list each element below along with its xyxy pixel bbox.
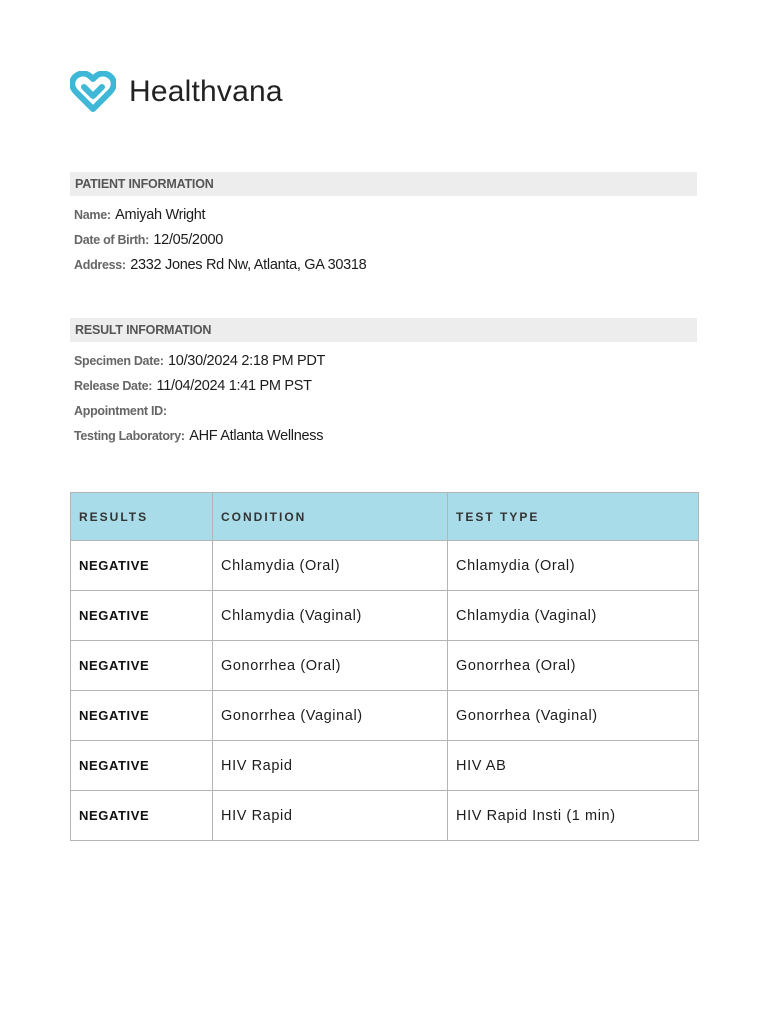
result-cell: NEGATIVE — [71, 741, 213, 791]
result-cell: NEGATIVE — [71, 541, 213, 591]
brand-logo — [70, 70, 283, 114]
testing-laboratory-value: AHF Atlanta Wellness — [189, 428, 324, 444]
table-row — [71, 691, 699, 741]
date-of-birth-field — [74, 231, 223, 249]
specimen-date-field — [74, 352, 325, 370]
testing-laboratory-label: Testing Laboratory: — [74, 429, 185, 443]
patient-information-header: PATIENT INFORMATION — [70, 172, 697, 196]
specimen-date-value: 10/30/2024 2:18 PM PDT — [168, 353, 326, 369]
table-row — [71, 791, 699, 841]
result-cell: NEGATIVE — [71, 791, 213, 841]
heart-logo-icon — [70, 71, 116, 113]
table-row — [71, 641, 699, 691]
patient-name-value: Amiyah Wright — [115, 207, 206, 223]
column-header-condition: CONDITION — [213, 493, 448, 541]
address-value: 2332 Jones Rd Nw, Atlanta, GA 30318 — [130, 257, 367, 273]
test-type-cell: Gonorrhea (Oral) — [448, 641, 699, 691]
result-information-section — [70, 318, 697, 453]
date-of-birth-value: 12/05/2000 — [153, 232, 223, 248]
condition-cell: Gonorrhea (Oral) — [213, 641, 448, 691]
release-date-value: 11/04/2024 1:41 PM PST — [156, 378, 312, 394]
date-of-birth-label: Date of Birth: — [74, 233, 149, 247]
patient-information-section — [70, 172, 697, 282]
table-row — [71, 591, 699, 641]
test-type-cell: HIV AB — [448, 741, 699, 791]
release-date-label: Release Date: — [74, 379, 153, 393]
test-type-cell: HIV Rapid Insti (1 min) — [448, 791, 699, 841]
table-row — [71, 541, 699, 591]
appointment-id-field — [74, 402, 167, 420]
results-table — [70, 492, 699, 841]
test-type-cell: Chlamydia (Oral) — [448, 541, 699, 591]
column-header-results: RESULTS — [71, 493, 213, 541]
results-table-header-row — [71, 493, 699, 541]
result-cell: NEGATIVE — [71, 691, 213, 741]
condition-cell: Gonorrhea (Vaginal) — [213, 691, 448, 741]
condition-cell: Chlamydia (Oral) — [213, 541, 448, 591]
appointment-id-label: Appointment ID: — [74, 404, 167, 418]
condition-cell: Chlamydia (Vaginal) — [213, 591, 448, 641]
column-header-test-type: TEST TYPE — [448, 493, 699, 541]
result-information-header: RESULT INFORMATION — [70, 318, 697, 342]
result-cell: NEGATIVE — [71, 641, 213, 691]
address-label: Address: — [74, 258, 126, 272]
testing-laboratory-field — [74, 427, 323, 445]
condition-cell: HIV Rapid — [213, 741, 448, 791]
condition-cell: HIV Rapid — [213, 791, 448, 841]
test-type-cell: Gonorrhea (Vaginal) — [448, 691, 699, 741]
patient-name-label: Name: — [74, 208, 111, 222]
table-row — [71, 741, 699, 791]
specimen-date-label: Specimen Date: — [74, 354, 164, 368]
address-field — [74, 256, 366, 274]
test-type-cell: Chlamydia (Vaginal) — [448, 591, 699, 641]
brand-name: Healthvana — [129, 75, 283, 108]
result-cell: NEGATIVE — [71, 591, 213, 641]
release-date-field — [74, 377, 312, 395]
patient-name-field — [74, 206, 205, 224]
